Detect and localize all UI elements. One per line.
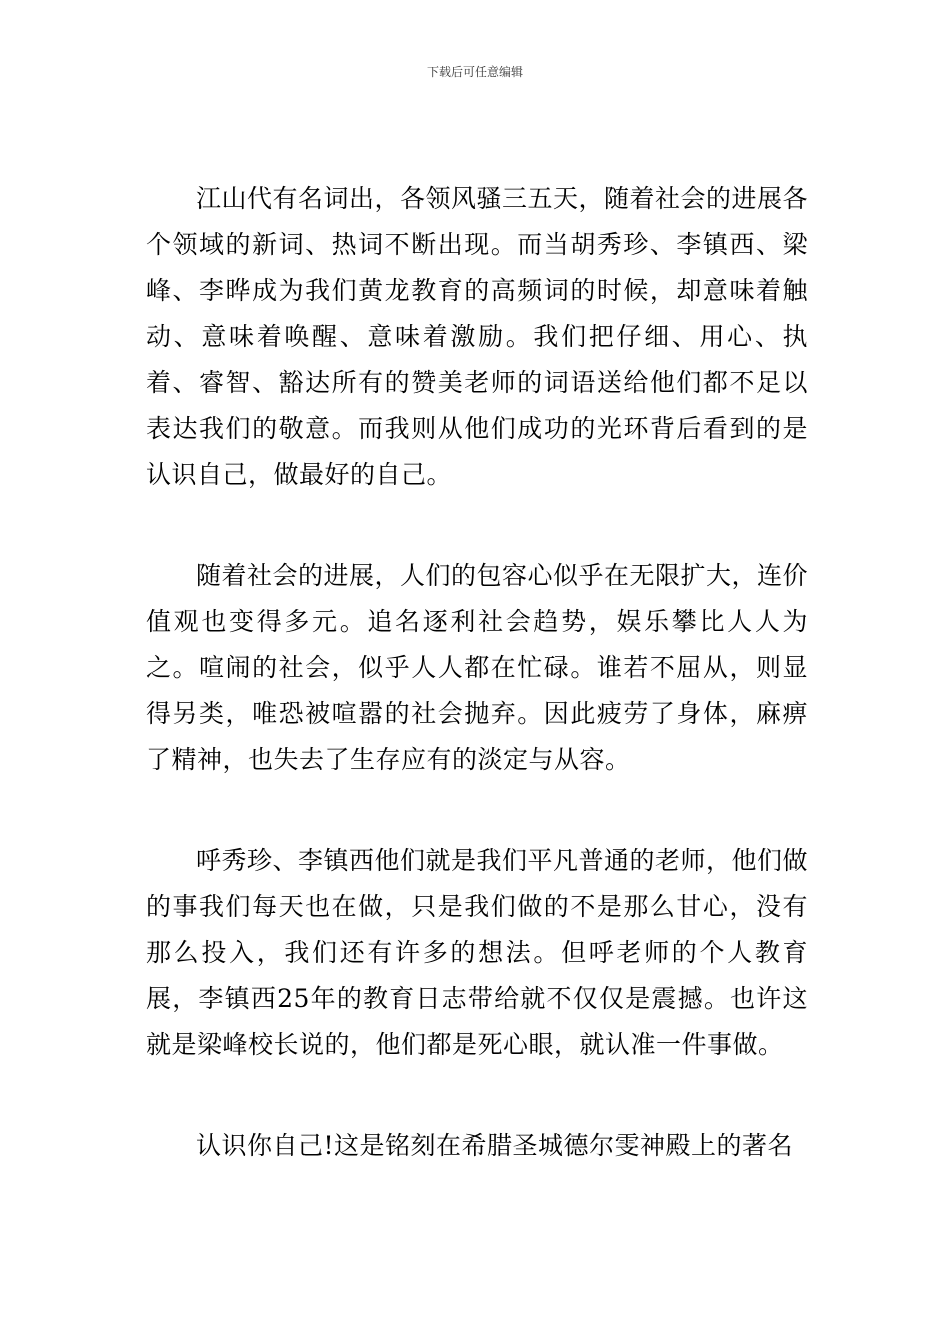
paragraph-2: 随着社会的进展，人们的包容心似乎在无限扩大，连价值观也变得多元。追名逐利社会趋势，娱乐攀比人人为之。喧闹的社会，似乎人人都在忙碌。谁若不屈从，则显得另类，唯恐被喧嚣的社会抛弃。因此疲劳了身体，麻痹了精神，也失去了生存应有的淡定与从容。 <box>146 561 809 774</box>
document-body <box>146 176 808 1169</box>
paragraph-3: 呼秀珍、李镇西他们就是我们平凡普通的老师，他们做的事我们每天也在做，只是我们做的不是那么甘心，没有那么投入，我们还有许多的想法。但呼老师的个人教育展，李镇西25年的教育日志带给就不仅仅是震撼。也许这就是梁峰校长说的，他们都是死心眼，就认准一件事做。 <box>146 846 809 1059</box>
paragraph-4: 认识你自己!这是铭刻在希腊圣城德尔雯神殿上的著名 <box>196 1131 794 1160</box>
paragraph-1: 江山代有名词出，各领风骚三五天，随着社会的进展各个领域的新词、热词不断出现。而当胡秀珍、李镇西、梁峰、李晔成为我们黄龙教育的高频词的时候，却意味着触动、意味着唤醒、意味着激励。我们把仔细、用心、执着、睿智、豁达所有的赞美老师的词语送给他们都不足以表达我们的敬意。而我则从他们成功的光环背后看到的是认识自己，做最好的自己。 <box>146 184 809 489</box>
page-header: 下载后可任意编辑 <box>426 65 523 79</box>
